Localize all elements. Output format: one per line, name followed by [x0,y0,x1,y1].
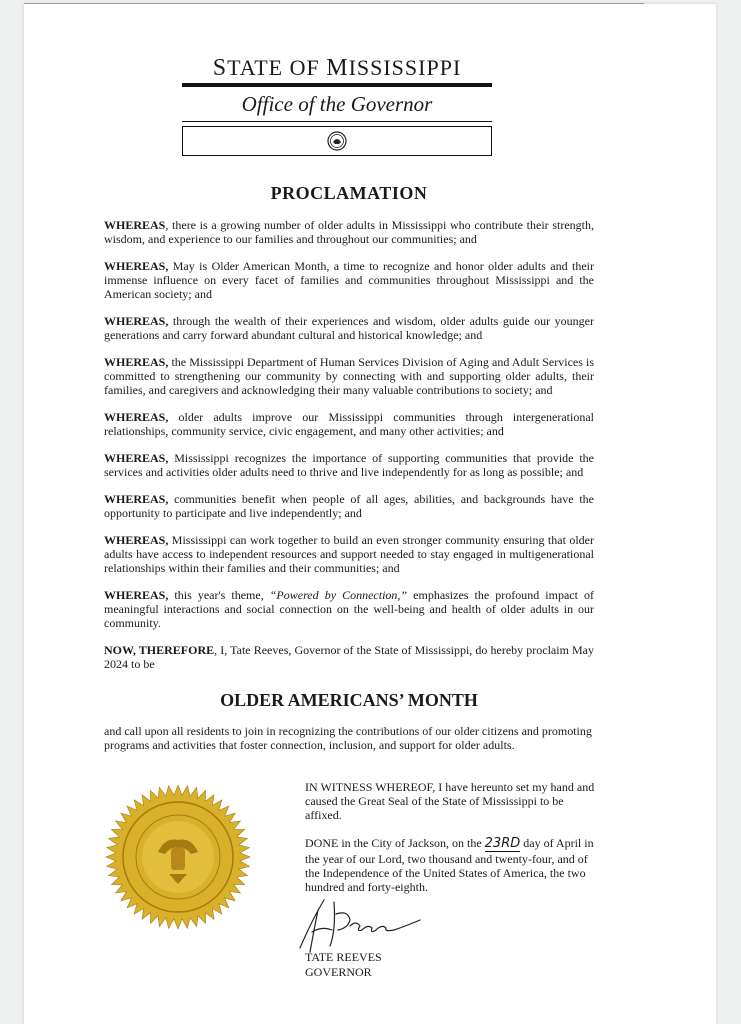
whereas-paragraph: WHEREAS, May is Older American Month, a time to recognize and honor older adults and their immense influence on every facet of families and communities throughout Mississippi and the American society; and [104,259,594,301]
signer-role: GOVERNOR [305,965,372,979]
handwritten-day: 23RD [484,836,521,851]
state-seal-icon [327,131,347,151]
letterhead-seal-box [182,126,492,156]
proclamation-title: PROCLAMATION [270,183,428,203]
letterhead [182,56,492,122]
whereas-paragraph: WHEREAS, through the wealth of their experiences and wisdom, older adults guide our younger generations and carry forward abundant cultural and historical knowledge; and [104,314,594,342]
whereas-paragraph: WHEREAS, the Mississippi Department of Human Services Division of Aging and Adult Services is committed to strengthening our community by connecting with and supporting older adults, their families, and caregivers and acknowledging their many valuable contributions to society; and [104,355,594,397]
whereas-paragraph: WHEREAS, older adults improve our Mississippi communities through intergenerational relationships, community service, civic engagement, and many other activities; and [104,410,594,438]
whereas-paragraph: WHEREAS, Mississippi can work together to build an even stronger community ensuring that older adults have access to independent resources and support needed to stay engaged in multigenerational relationships within their families and their communities; and [104,533,594,575]
gold-seal-icon [103,782,253,932]
whereas-theme-paragraph: WHEREAS, this year's theme, “Powered by Connection,” emphasizes the profound impact of meaningful interactions and social connection on the well-being and health of older adults in our community. [104,588,595,630]
signer-block [305,950,382,980]
closing-paragraph: and call upon all residents to join in recognizing the contributions of our older citizens and promoting programs and activities that foster connection, inclusion, and support for older adults. [104,724,592,752]
whereas-paragraph: WHEREAS, Mississippi recognizes the importance of supporting communities that provide the services and activities older adults need to thrive and live independently for as long as possible; and [104,451,594,479]
proclamation-body [104,218,594,684]
scan-edge-line [24,3,644,4]
whereas-paragraph: WHEREAS, there is a growing number of older adults in Mississippi who contribute their strength, wisdom, and experience to our families and throughout our communities; and [104,218,594,246]
whereas-paragraph: WHEREAS, communities benefit when people of all ages, abilities, and backgrounds have the opportunity to participate and live independently; and [104,492,594,520]
letterhead-thin-rule [182,121,492,122]
done-paragraph: DONE in the City of Jackson, on the 23RD day of April in the year of our Lord, two thousand and twenty-four, and of the Independence of the United States of America, the two hundred and forty-eighth. [305,836,594,894]
office-title: Office of the Governor [241,92,433,116]
state-title: STATE OF MISSISSIPPI [212,55,462,81]
witness-block [305,780,595,908]
therefore-paragraph: NOW, THEREFORE, I, Tate Reeves, Governor of the State of Mississippi, do hereby proclaim May 2024 to be [104,643,594,671]
letterhead-thick-rule [182,83,492,87]
month-heading: OLDER AMERICANS’ MONTH [220,690,478,710]
signer-name: TATE REEVES [305,950,382,964]
witness-paragraph: IN WITNESS WHEREOF, I have hereunto set my hand and caused the Great Seal of the State of Mississippi to be affixed. [305,780,595,822]
